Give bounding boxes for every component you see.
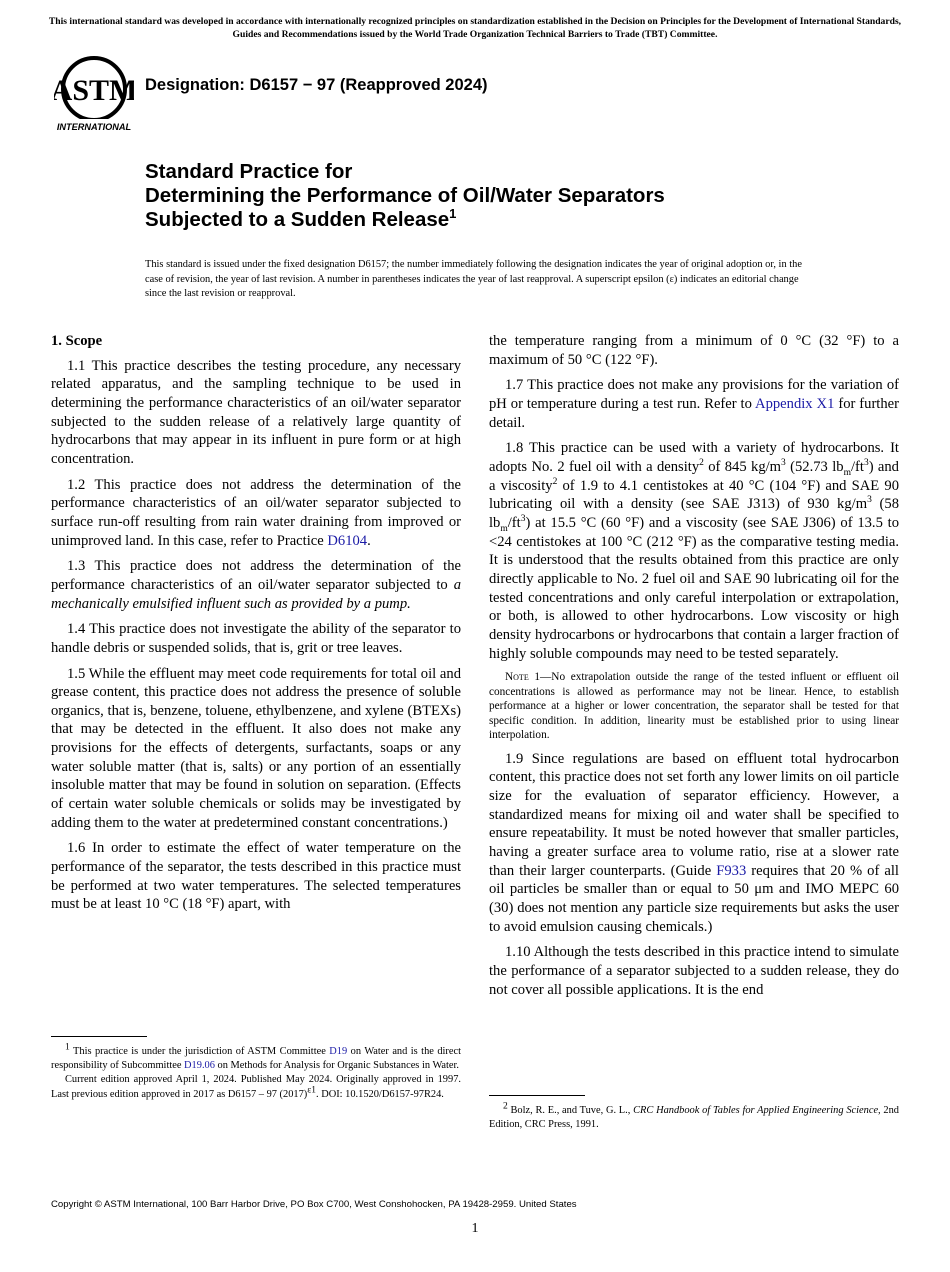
footnote-2	[489, 1101, 899, 1132]
note-1-text: —No extrapolation outside the range of the tested influent or effluent oil concentrations is allowed as performance may not be linear. Hence, to establish performance at a higher or lower concentration, the separator shall be tested for that specific condition. In addition, linearity must be established prior to using linear interpolation.	[489, 671, 899, 742]
sub-m-1: m	[843, 467, 851, 478]
title-footnote-mark[interactable]: 1	[449, 206, 457, 222]
para-1-1: 1.1 This practice describes the testing procedure, any necessary related apparatus, and the sampling technique to be used in determining the performance characteristics of an oil/water separator subjected to the sudden release of a relatively large quantity of hydrocarbons that may appear in its influent in pure form or at high concentration.	[51, 357, 461, 467]
sup-cubed-2: 3	[863, 458, 869, 469]
para-1-2-end: .	[367, 532, 371, 549]
footnote-rule-left	[51, 1036, 147, 1037]
footnote-rule-right	[489, 1095, 585, 1096]
link-d19-06[interactable]: D19.06	[184, 1060, 215, 1072]
section-heading-scope: 1. Scope	[51, 333, 103, 349]
title-line-2: Determining the Performance of Oil/Water Separators	[145, 184, 665, 207]
para-1-3-emphasis: a mechanically emulsified influent such as provided by a pump.	[51, 576, 461, 612]
para-1-5: 1.5 While the effluent may meet code requirements for total oil and grease content, this practice does not address the presence of soluble organics, that is, benzene, toluene, ethylbenzene, and xylene (BTEXs) that may be detected in the effluent. It also does not make any provisions for the effects of detergents, surfactants, soaps or any water soluble matter (that is, salts) or any portion of an essentially insoluble matter that may be found in solution on separation. (Effects of certain water soluble chemicals or solids may be investigated by adding them to the water at predetermined constant concentrations.)	[51, 665, 461, 831]
para-1-9-text: 1.9 Since regulations are based on effluent total hydrocarbon content, this practice does not set forth any lower limits on oil particle size for the evaluation of separator efficiency. However, a standardized means for mixing oil and water shall be specified to ensure repeatability. It must be noted however that smaller particles, having a greater surface area to volume ratio, rise at a slower rate than their larger counterparts. (Guide	[489, 750, 899, 879]
link-f933[interactable]: F933	[716, 862, 747, 879]
footnote-ref-2b[interactable]: 2	[552, 476, 558, 487]
left-column	[51, 332, 461, 921]
para-1-7-text: 1.7 This practice does not make any provisions for the variation of pH or temperature during a test run. Refer to	[489, 377, 899, 412]
para-1-8-s6: of 1.9 to 4.1 centistokes at 40 °C (104 °F) and SAE 90 lubricating oil with a density (see SAE J313) of 930 kg/m	[489, 477, 899, 513]
copyright-notice: Copyright © ASTM International, 100 Barr Harbor Drive, PO Box C700, West Conshohocken, PA 19428-2959. United States	[51, 1199, 577, 1210]
note-1	[489, 670, 899, 743]
footnote-2-para	[489, 1101, 899, 1132]
footnote-1-mark: 1	[65, 1042, 70, 1053]
footnote-1-para-b	[51, 1073, 461, 1101]
footnote-1-text-b: on Water and is the direct responsibility of Subcommittee	[51, 1046, 461, 1072]
astm-logo-graphic	[54, 56, 134, 132]
standards-notice: This international standard was developed in accordance with internationally recognized principles on standardization established in the Decision on Principles for the Development of International Standards, Guides and Recommendations issued by the World Trade Organization Technical Barriers to Trade (TBT) Committee.	[48, 16, 902, 40]
page-number: 1	[471, 1221, 479, 1236]
para-1-8-s1: 1.8 This practice can be used with a variety of hydrocarbons. It adopts No. 2 fuel oil with a density	[489, 440, 899, 475]
link-d19[interactable]: D19	[329, 1046, 348, 1057]
footnote-ref-2a[interactable]: 2	[699, 458, 704, 469]
footnote-1-text-d: Current edition approved April 1, 2024. Published May 2024. Originally approved in 1997. Last previous edition approved in 2017 as D6157 – 97 (2017)	[51, 1074, 461, 1100]
para-1-6-continued: the temperature ranging from a minimum of 0 °C (32 °F) to a maximum of 50 °C (122 °F).	[489, 333, 899, 368]
designation: Designation: D6157 − 97 (Reapproved 2024)	[145, 76, 488, 94]
para-1-7	[489, 376, 899, 432]
footnote-2-text-a: Bolz, R. E., and Tuve, G. L.,	[507, 1105, 634, 1116]
astm-logo	[54, 56, 134, 132]
para-1-8-s3: (52.73 lb	[785, 458, 844, 475]
para-1-2	[51, 476, 461, 551]
para-1-8	[489, 439, 899, 663]
para-1-8-s7: (58 lb	[489, 496, 899, 531]
para-1-8-s5: ) and a viscosity	[489, 458, 899, 494]
right-column	[489, 332, 899, 1006]
logo-text: ASTM	[54, 74, 134, 107]
footnote-2-mark: 2	[503, 1101, 508, 1112]
issuance-statement: This standard is issued under the fixed designation D6157; the number immediately following the designation indicates the year of original adoption or, in the case of revision, the year of last revision. A number in parentheses indicates the year of last reapproval. A superscript epsilon (ε) indicates an editorial change since the last revision or reapproval.	[145, 259, 802, 300]
sup-cubed-4: 3	[520, 514, 526, 525]
link-d6104[interactable]: D6104	[327, 532, 368, 549]
para-1-9	[489, 750, 899, 937]
para-1-10: 1.10 Although the tests described in this practice intend to simulate the performance of a separator subjected to a sudden release, they do not cover all possible applications. It is the end	[489, 944, 899, 998]
link-appendix-x1[interactable]: Appendix X1	[755, 395, 835, 412]
footnote-1-epsilon: ε1	[307, 1085, 317, 1096]
para-1-3	[51, 557, 461, 613]
para-1-7-end: for further detail.	[489, 395, 899, 431]
sub-m-2: m	[500, 523, 508, 534]
para-1-6: 1.6 In order to estimate the effect of water temperature on the performance of the separator, the tests described in this practice must be performed at two water temperatures. The selected temperatures must be at least 10 °C (18 °F) apart, with	[51, 840, 461, 913]
para-1-8-s2: of 845 kg/m	[703, 458, 782, 475]
footnote-1-text-a: This practice is under the jurisdiction of ASTM Committee	[69, 1046, 330, 1057]
para-1-2-text: 1.2 This practice does not address the determination of the performance characteristics of an oil/water separator subjected to surface run-off resulting from rain water draining from improved or unimproved land. In this case, refer to Practice	[51, 476, 461, 549]
note-1-label: Note 1	[505, 671, 540, 684]
para-1-9-end: requires that 20 % of all oil particles be smaller than or equal to 50 μm and IMO MEPC 60 (30) does not mention any particle size requirements but asks the user to avoid emulsion causing chemicals.)	[489, 862, 899, 935]
title-line-3-text: Subjected to a Sudden Release	[145, 208, 450, 231]
sup-cubed-3: 3	[867, 495, 872, 506]
logo-subtext: INTERNATIONAL	[56, 122, 132, 132]
para-1-3-text: 1.3 This practice does not address the determination of the performance characteristics of an oil/water separator subjected to	[51, 558, 461, 593]
document-title	[145, 160, 665, 232]
para-1-8-s8: /ft	[507, 514, 521, 531]
footnote-2-title: CRC Handbook of Tables for Applied Engineering Science,	[633, 1105, 881, 1116]
footnote-1-text-e: . DOI: 10.1520/D6157-97R24.	[316, 1088, 444, 1100]
title-line-3	[145, 208, 665, 232]
footnote-2-text-b: 2nd Edition, CRC Press, 1991.	[489, 1105, 899, 1131]
footnote-1	[51, 1042, 461, 1102]
sup-cubed-1: 3	[781, 458, 786, 469]
para-1-8-s4: /ft	[850, 458, 864, 475]
footnote-1-para-a	[51, 1042, 461, 1073]
para-1-4: 1.4 This practice does not investigate the ability of the separator to handle debris or suspended solids, that is, grit or tree leaves.	[51, 621, 461, 656]
title-line-1: Standard Practice for	[145, 160, 353, 183]
para-1-8-s9: ) at 15.5 °C (60 °F) and a viscosity (see SAE J306) of 13.5 to <24 centistokes at 100 °C (212 °F) as the comparative testing media. It is understood that the results obtained from this practice are only directly applicable to No. 2 fuel oil and SAE 90 lubricating oil for the tested concentrations and only careful interpolation or extrapolation, or both, is allowed to other hydrocarbons. Low viscosity or high density hydrocarbons or hydrocarbons that contain a larger fraction of highly soluble compounds may need to be tested separately.	[489, 514, 899, 662]
footnote-1-text-c: on Methods for Analysis for Organic Substances in Water.	[214, 1060, 460, 1072]
